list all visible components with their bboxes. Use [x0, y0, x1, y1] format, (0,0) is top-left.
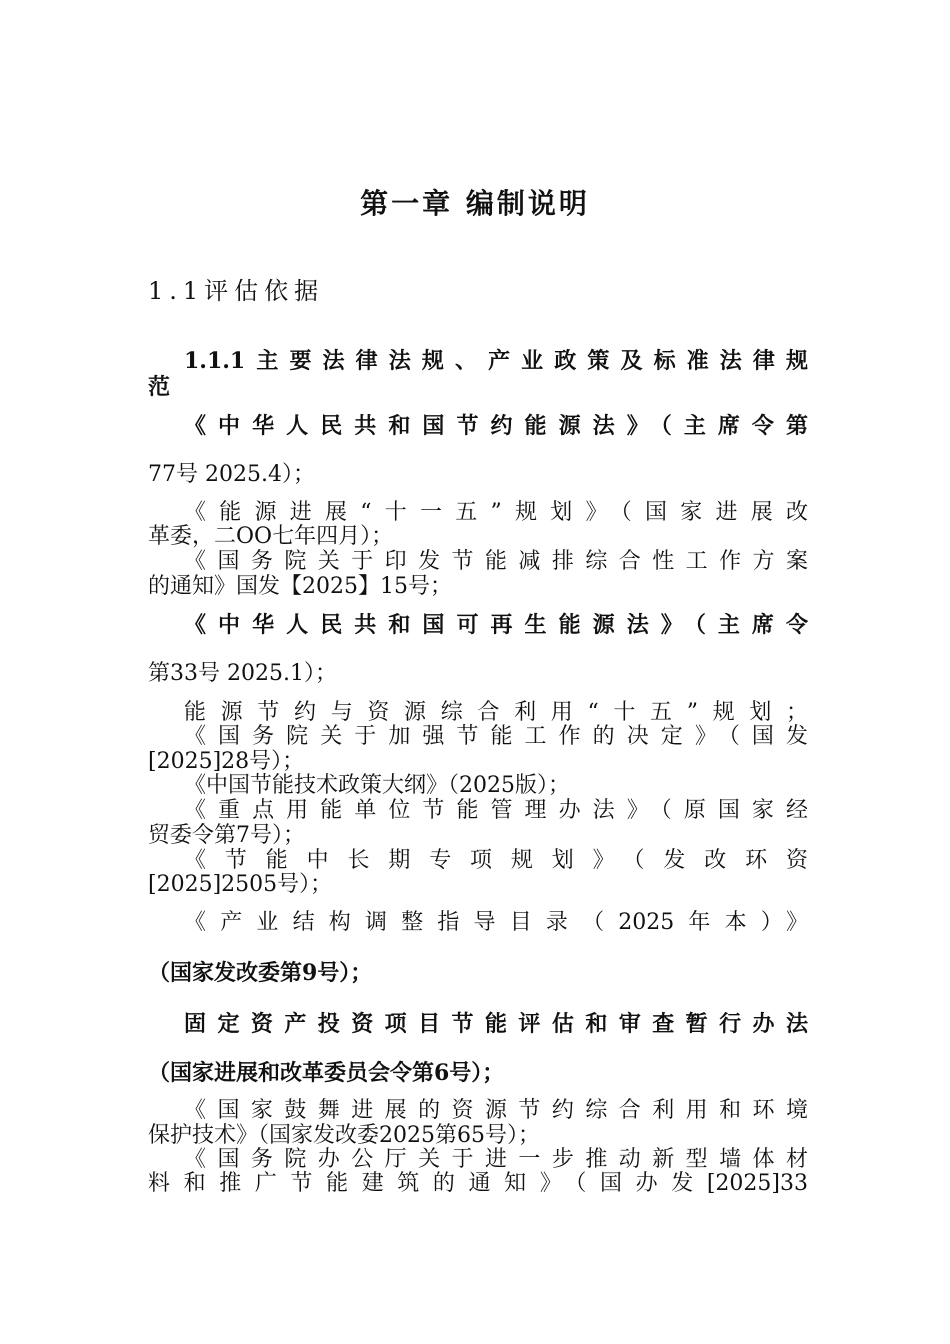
list-item-line: 《能源进展“十一五”规划》（国家进展改 [184, 500, 808, 525]
list-item-line: 料和推广节能建筑的通知》（国办发[2025]33 [148, 1171, 808, 1196]
list-item-line: 第33号 2025.1）； [148, 661, 337, 686]
list-item-line: 《中华人民共和国可再生能源法》（主席令 [184, 612, 808, 638]
section-title: 1.1评估依据 [148, 277, 325, 305]
list-item-line: 《国家鼓舞进展的资源节约综合利用和环境 [184, 1098, 808, 1123]
chapter-title: 第一章 编制说明 [360, 187, 590, 220]
list-item-line: 革委，二OO七年四月）； [148, 524, 394, 549]
list-item-line: 《国务院办公厅关于进一步推动新型墙体材 [184, 1147, 808, 1172]
list-item-line: （国家进展和改革委员会令第6号）； [148, 1060, 505, 1086]
list-item-line: 《产业结构调整指导目录（2025年本）》 [184, 910, 808, 935]
list-item-line: 固定资产投资项目节能评估和审查暂行办法 [184, 1011, 808, 1037]
subsection-heading-line2: 范 [148, 374, 171, 400]
list-item-line: 能源节约与资源综合利用“十五”规划； [184, 700, 808, 725]
list-item-line: [2025]2505号）； [148, 872, 333, 897]
list-item-line: （国家发改委第9号）； [148, 960, 373, 986]
list-item-line: 的通知》国发【2025】15号； [148, 574, 452, 599]
list-item-line: 《国务院关于印发节能减排综合性工作方案 [184, 549, 808, 574]
list-item-line: 保护技术》（国家发改委2025第65号）； [148, 1123, 540, 1148]
list-item-line: 《重点用能单位节能管理办法》（原国家经 [184, 798, 808, 823]
list-item-line: 《中国节能技术政策大纲》（2025版）； [184, 773, 570, 798]
list-item-line: 贸委令第7号）； [148, 823, 305, 848]
list-item-line: 《节能中长期专项规划》（发改环资 [184, 848, 808, 873]
list-item-line: [2025]28号）； [148, 749, 305, 774]
list-item-line: 《中华人民共和国节约能源法》（主席令第 [184, 413, 808, 439]
list-item-line: 《国务院关于加强节能工作的决定》（国发 [184, 724, 808, 749]
subsection-heading-line1: 1.1.1主要法律法规、产业政策及标准法律规 [184, 348, 808, 374]
list-item-line: 77号 2025.4）； [148, 462, 315, 487]
